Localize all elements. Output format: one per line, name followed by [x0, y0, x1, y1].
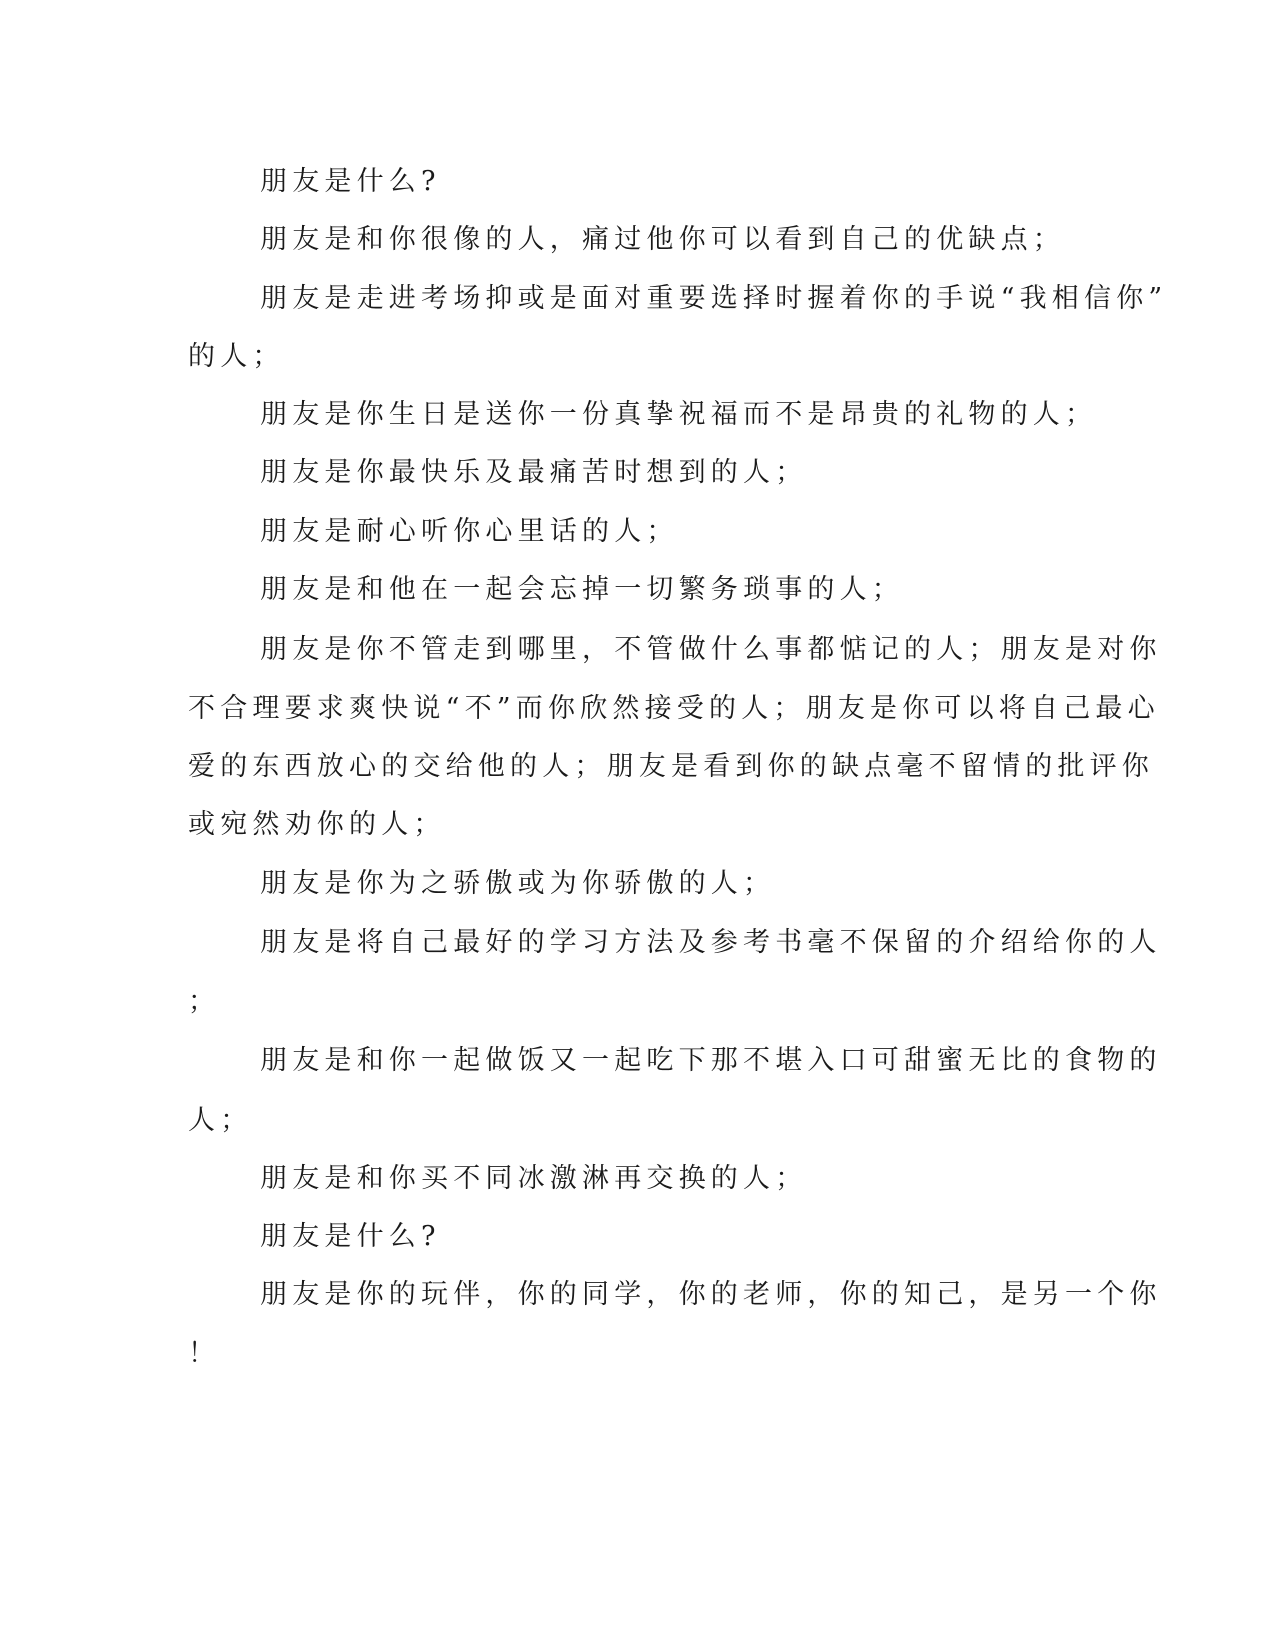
paragraph-line: 朋友是走进考场抑或是面对重要选择时握着你的手说“我相信你” — [260, 283, 1168, 314]
paragraph-line: 朋友是和你一起做饭又一起吃下那不堪入口可甜蜜无比的食物的 — [260, 1045, 1162, 1076]
paragraph-line: 的人； — [188, 341, 285, 372]
paragraph-line: 朋友是什么? — [260, 1221, 441, 1252]
paragraph-line: 朋友是和你买不同冰激淋再交换的人； — [260, 1163, 808, 1194]
paragraph-line: 不合理要求爽快说“不”而你欣然接受的人；朋友是你可以将自己最心 — [188, 693, 1160, 724]
paragraph-line: 朋友是你生日是送你一份真挚祝福而不是昂贵的礼物的人； — [260, 399, 1098, 430]
paragraph-line: 或宛然劝你的人； — [188, 809, 446, 840]
paragraph-line: 人； — [188, 1105, 253, 1136]
paragraph-line: 朋友是你的玩伴，你的同学，你的老师，你的知己，是另一个你 — [260, 1279, 1162, 1310]
paragraph-line: ； — [188, 986, 221, 1017]
paragraph-line: ！ — [188, 1338, 221, 1369]
paragraph-line: 朋友是什么? — [260, 166, 441, 197]
paragraph-line: 朋友是你最快乐及最痛苦时想到的人； — [260, 457, 808, 488]
paragraph-line: 朋友是耐心听你心里话的人； — [260, 516, 679, 547]
paragraph-line: 朋友是和你很像的人，痛过他你可以看到自己的优缺点； — [260, 224, 1065, 255]
paragraph-line: 朋友是你为之骄傲或为你骄傲的人； — [260, 868, 776, 899]
paragraph-line: 朋友是将自己最好的学习方法及参考书毫不保留的介绍给你的人 — [260, 927, 1162, 958]
paragraph-line: 爱的东西放心的交给他的人；朋友是看到你的缺点毫不留情的批评你 — [188, 751, 1154, 782]
paragraph-line: 朋友是你不管走到哪里，不管做什么事都惦记的人；朋友是对你 — [260, 634, 1162, 665]
paragraph-line: 朋友是和他在一起会忘掉一切繁务琐事的人； — [260, 574, 904, 605]
